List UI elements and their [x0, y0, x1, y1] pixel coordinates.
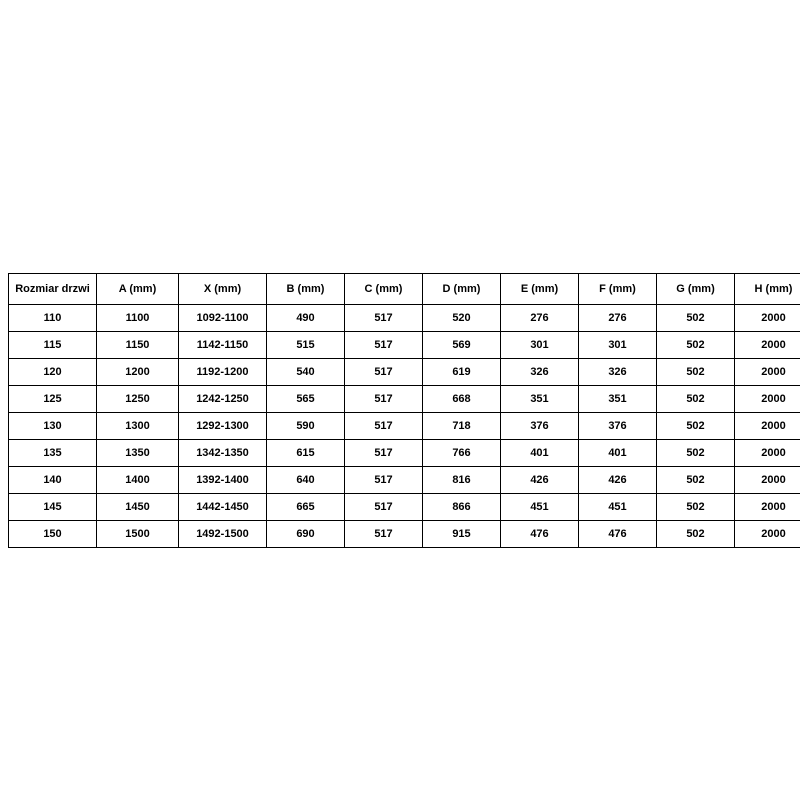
cell-b: 665	[267, 494, 345, 521]
cell-e: 401	[501, 440, 579, 467]
column-header-h: H (mm)	[735, 274, 800, 305]
cell-a: 1400	[97, 467, 179, 494]
cell-c: 517	[345, 440, 423, 467]
cell-e: 376	[501, 413, 579, 440]
table-row	[9, 494, 800, 521]
cell-a: 1450	[97, 494, 179, 521]
cell-d: 569	[423, 332, 501, 359]
table-row	[9, 440, 800, 467]
cell-x: 1392-1400	[179, 467, 267, 494]
cell-d: 816	[423, 467, 501, 494]
cell-a: 1300	[97, 413, 179, 440]
cell-c: 517	[345, 332, 423, 359]
cell-x: 1192-1200	[179, 359, 267, 386]
cell-door-size: 120	[9, 359, 97, 386]
cell-c: 517	[345, 386, 423, 413]
cell-b: 515	[267, 332, 345, 359]
table-row	[9, 305, 800, 332]
cell-f: 376	[579, 413, 657, 440]
cell-x: 1442-1450	[179, 494, 267, 521]
cell-x: 1242-1250	[179, 386, 267, 413]
cell-door-size: 125	[9, 386, 97, 413]
cell-door-size: 145	[9, 494, 97, 521]
cell-d: 866	[423, 494, 501, 521]
cell-f: 351	[579, 386, 657, 413]
cell-h: 2000	[735, 494, 800, 521]
table-header-row	[9, 274, 800, 305]
cell-h: 2000	[735, 332, 800, 359]
spec-table-container	[8, 273, 792, 548]
column-header-x: X (mm)	[179, 274, 267, 305]
cell-door-size: 110	[9, 305, 97, 332]
cell-g: 502	[657, 440, 735, 467]
table-row	[9, 332, 800, 359]
cell-a: 1500	[97, 521, 179, 548]
cell-e: 326	[501, 359, 579, 386]
cell-b: 540	[267, 359, 345, 386]
cell-d: 619	[423, 359, 501, 386]
column-header-e: E (mm)	[501, 274, 579, 305]
cell-d: 766	[423, 440, 501, 467]
cell-e: 351	[501, 386, 579, 413]
column-header-c: C (mm)	[345, 274, 423, 305]
cell-door-size: 150	[9, 521, 97, 548]
door-size-specification-table	[8, 273, 800, 548]
table-row	[9, 467, 800, 494]
column-header-f: F (mm)	[579, 274, 657, 305]
cell-a: 1250	[97, 386, 179, 413]
cell-f: 401	[579, 440, 657, 467]
cell-door-size: 130	[9, 413, 97, 440]
cell-c: 517	[345, 413, 423, 440]
column-header-a: A (mm)	[97, 274, 179, 305]
cell-d: 915	[423, 521, 501, 548]
cell-g: 502	[657, 467, 735, 494]
cell-a: 1200	[97, 359, 179, 386]
cell-b: 615	[267, 440, 345, 467]
cell-d: 520	[423, 305, 501, 332]
cell-g: 502	[657, 521, 735, 548]
cell-h: 2000	[735, 521, 800, 548]
cell-door-size: 135	[9, 440, 97, 467]
cell-b: 565	[267, 386, 345, 413]
table-row	[9, 386, 800, 413]
cell-f: 451	[579, 494, 657, 521]
cell-e: 451	[501, 494, 579, 521]
cell-g: 502	[657, 359, 735, 386]
cell-f: 326	[579, 359, 657, 386]
cell-g: 502	[657, 332, 735, 359]
cell-f: 276	[579, 305, 657, 332]
cell-e: 301	[501, 332, 579, 359]
cell-h: 2000	[735, 440, 800, 467]
column-header-d: D (mm)	[423, 274, 501, 305]
table-body	[9, 305, 800, 548]
cell-a: 1350	[97, 440, 179, 467]
cell-f: 426	[579, 467, 657, 494]
cell-x: 1342-1350	[179, 440, 267, 467]
cell-h: 2000	[735, 305, 800, 332]
table-row	[9, 521, 800, 548]
cell-c: 517	[345, 359, 423, 386]
cell-g: 502	[657, 386, 735, 413]
table-row	[9, 413, 800, 440]
table-header	[9, 274, 800, 305]
column-header-door-size: Rozmiar drzwi	[9, 274, 97, 305]
table-row	[9, 359, 800, 386]
cell-x: 1492-1500	[179, 521, 267, 548]
cell-h: 2000	[735, 467, 800, 494]
cell-f: 301	[579, 332, 657, 359]
cell-x: 1092-1100	[179, 305, 267, 332]
cell-b: 690	[267, 521, 345, 548]
cell-x: 1292-1300	[179, 413, 267, 440]
cell-c: 517	[345, 494, 423, 521]
cell-e: 476	[501, 521, 579, 548]
cell-b: 640	[267, 467, 345, 494]
cell-b: 490	[267, 305, 345, 332]
cell-d: 668	[423, 386, 501, 413]
cell-g: 502	[657, 494, 735, 521]
cell-f: 476	[579, 521, 657, 548]
cell-e: 276	[501, 305, 579, 332]
cell-e: 426	[501, 467, 579, 494]
cell-b: 590	[267, 413, 345, 440]
cell-a: 1150	[97, 332, 179, 359]
cell-door-size: 115	[9, 332, 97, 359]
cell-h: 2000	[735, 386, 800, 413]
column-header-g: G (mm)	[657, 274, 735, 305]
cell-x: 1142-1150	[179, 332, 267, 359]
column-header-b: B (mm)	[267, 274, 345, 305]
cell-d: 718	[423, 413, 501, 440]
cell-g: 502	[657, 305, 735, 332]
cell-a: 1100	[97, 305, 179, 332]
cell-h: 2000	[735, 359, 800, 386]
cell-c: 517	[345, 521, 423, 548]
cell-c: 517	[345, 305, 423, 332]
cell-c: 517	[345, 467, 423, 494]
cell-g: 502	[657, 413, 735, 440]
cell-h: 2000	[735, 413, 800, 440]
cell-door-size: 140	[9, 467, 97, 494]
